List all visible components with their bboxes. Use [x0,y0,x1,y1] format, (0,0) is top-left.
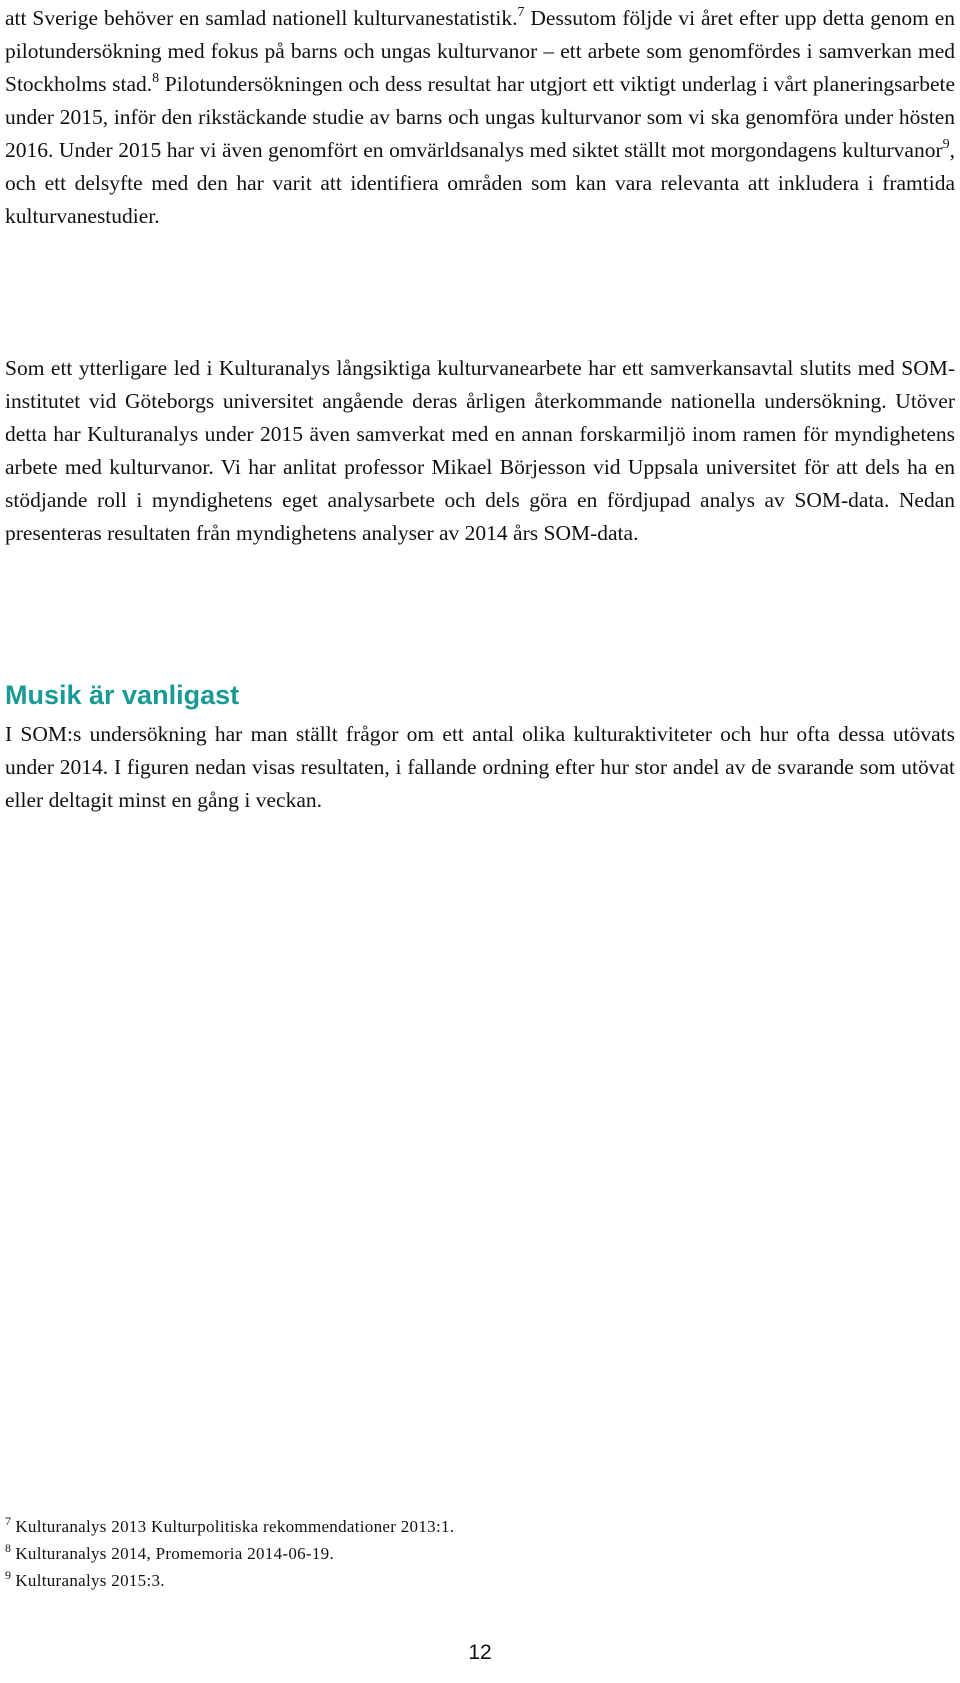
footnote-ref-7[interactable]: 7 [517,5,525,20]
footnote-number: 8 [5,1541,12,1555]
paragraph-text: , och ett delsyfte med den har varit att identifiera områden som kan vara relevanta att inkludera i framtida kulturvanestudier. [5,138,955,228]
section-heading: Musik är vanligast [5,680,240,710]
footnote-text: Kulturanalys 2013 Kulturpolitiska rekommendationer 2013:1. [15,1517,455,1536]
paragraph-text: Pilotundersökningen och dess resultat har utgjort ett viktigt underlag i vårt planeringsarbete under 2015, inför den rikstäckande studie av barns och ungas kulturvanor som vi ska genomföra under hösten 2016. Under 2015 har vi även genomfört en omvärldsanalys med siktet ställt mot morgondagens kulturvanor [5,72,956,162]
footnote-text: Kulturanalys 2014, Promemoria 2014-06-19. [15,1544,335,1563]
page-number: 12 [468,1641,492,1664]
paragraph-kulturvanestatistik [5,2,955,233]
paragraph-text: att Sverige behöver en samlad nationell kulturvanestatistik. [5,6,518,30]
paragraph-som-undersokning: I SOM:s undersökning har man ställt frågor om ett antal olika kulturaktiviteter och hur ofta dessa utövats under 2014. I figuren nedan visas resultaten, i fallande ordning efter hur stor andel av de svarande som utövat eller deltagit minst en gång i veckan. [5,722,955,812]
footnote-ref-9[interactable]: 9 [942,137,950,152]
footnote-text: Kulturanalys 2015:3. [15,1571,165,1590]
footnotes [5,1513,905,1594]
paragraph-text: Dessutom följde vi året efter upp detta genom en pilotundersökning med fokus på barns och ungas kulturvanor – ett arbete som genomfördes i samverkan med Stockholms stad. [5,6,955,96]
footnote-8 [5,1540,905,1567]
footnote-7 [5,1513,905,1540]
footnote-number: 9 [5,1568,12,1582]
footnote-9 [5,1567,905,1594]
footnote-ref-8[interactable]: 8 [152,71,160,86]
paragraph-som-samverkan: Som ett ytterligare led i Kulturanalys långsiktiga kulturvanearbete har ett samverkansavtal slutits med SOM-institutet vid Göteborgs universitet angående deras årligen återkommande nationella undersökning. Utöver detta har Kulturanalys under 2015 även samverkat med en annan forskarmiljö inom ramen för myndighetens arbete med kulturvanor. Vi har anlitat professor Mikael Börjesson vid Uppsala universitet för att dels ha en stödjande roll i myndighetens eget analysarbete och dels göra en fördjupad analys av SOM-data. Nedan presenteras resultaten från myndighetens analyser av 2014 års SOM-data. [5,356,955,545]
footnote-number: 7 [5,1514,12,1528]
